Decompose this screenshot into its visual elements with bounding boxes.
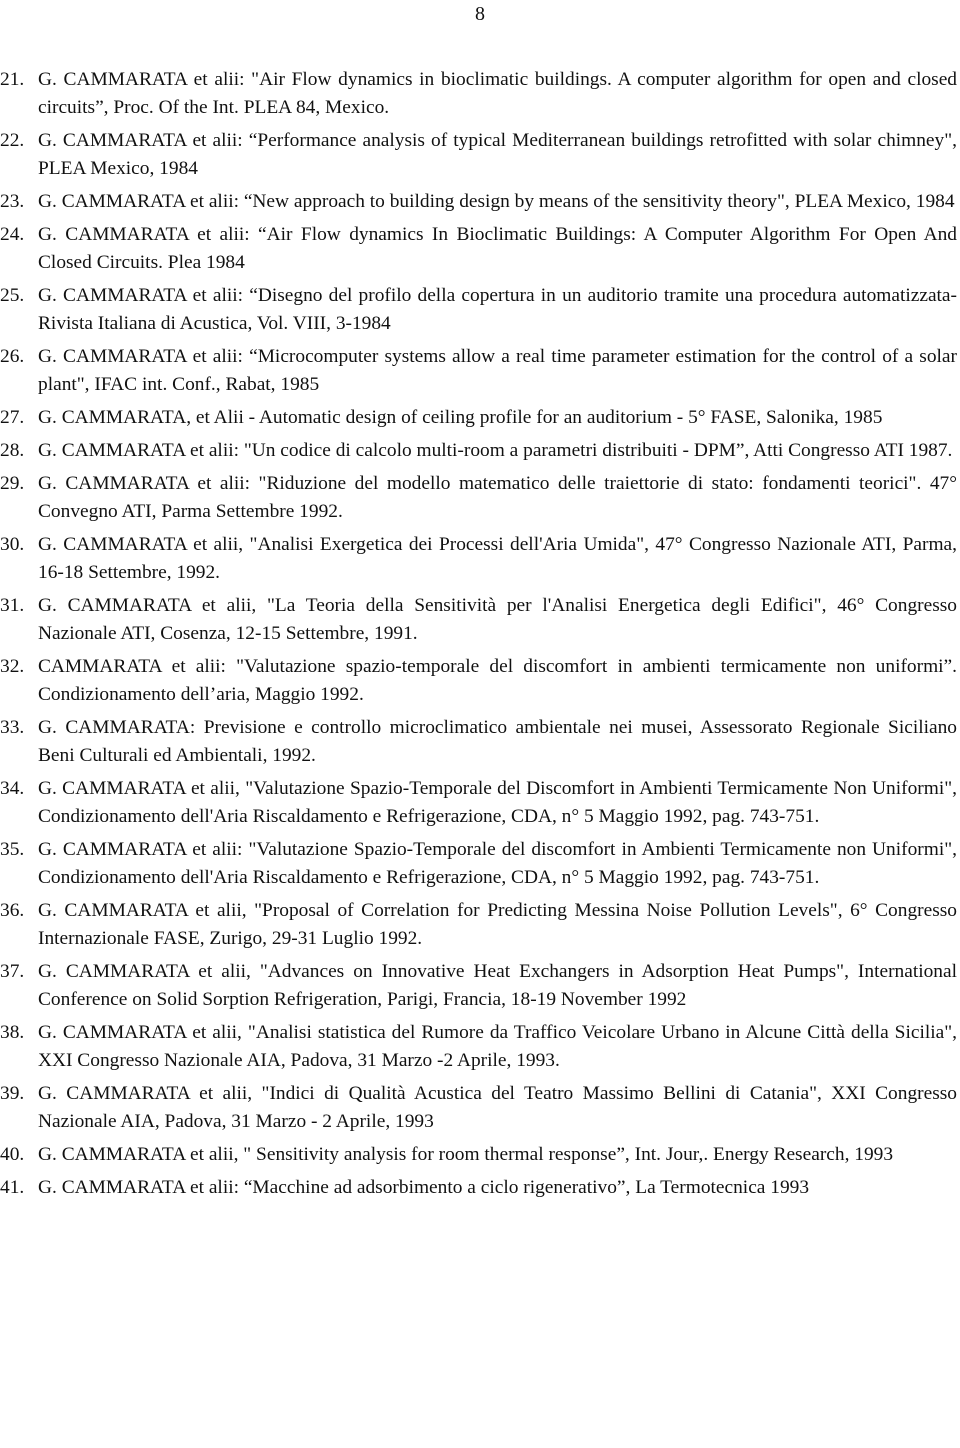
reference-number: 39. bbox=[0, 1083, 25, 1104]
reference-number: 22. bbox=[0, 130, 25, 151]
reference-text: G. CAMMARATA et alii, "Analisi statistica del Rumore da Traffico Veicolare Urbano in Alcune Città della Sicilia", XXI Congresso Nazionale AIA, Padova, 31 Marzo -2 Aprile, 1993. bbox=[38, 1022, 957, 1071]
reference-item bbox=[0, 1080, 960, 1136]
reference-text: G. CAMMARATA et alii, " Sensitivity analysis for room thermal response”, Int. Jour,. Energy Research, 1993 bbox=[38, 1144, 894, 1165]
reference-item bbox=[0, 188, 960, 216]
reference-number: 32. bbox=[0, 656, 25, 677]
reference-text: G. CAMMARATA et alii, "Valutazione Spazio-Temporale del Discomfort in Ambienti Termicamente Non Uniformi", Condizionamento dell'Aria Riscaldamento e Refrigerazione, CDA, n° 5 Maggio 1992, pag. 743-751. bbox=[38, 778, 957, 827]
reference-number: 38. bbox=[0, 1022, 25, 1043]
reference-number: 26. bbox=[0, 346, 25, 367]
reference-number: 37. bbox=[0, 961, 25, 982]
reference-number: 27. bbox=[0, 407, 25, 428]
reference-item bbox=[0, 1174, 960, 1202]
reference-text: G. CAMMARATA et alii: "Un codice di calcolo multi-room a parametri distribuiti - DPM”, Atti Congresso ATI 1987. bbox=[38, 440, 953, 461]
reference-item bbox=[0, 775, 960, 831]
reference-text: G. CAMMARATA et alii, "Indici di Qualità Acustica del Teatro Massimo Bellini di Catania", XXI Congresso Nazionale AIA, Padova, 31 Marzo - 2 Aprile, 1993 bbox=[38, 1083, 957, 1132]
reference-item bbox=[0, 958, 960, 1014]
reference-text: G. CAMMARATA: Previsione e controllo microclimatico ambientale nei musei, Assessorato Regionale Siciliano Beni Culturali ed Ambientali, 1992. bbox=[38, 717, 957, 766]
reference-number: 23. bbox=[0, 191, 25, 212]
reference-item bbox=[0, 343, 960, 399]
reference-number: 25. bbox=[0, 285, 25, 306]
reference-number: 28. bbox=[0, 440, 25, 461]
reference-item bbox=[0, 470, 960, 526]
reference-item bbox=[0, 66, 960, 122]
reference-number: 29. bbox=[0, 473, 25, 494]
reference-number: 36. bbox=[0, 900, 25, 921]
reference-number: 35. bbox=[0, 839, 25, 860]
reference-number: 33. bbox=[0, 717, 25, 738]
reference-item bbox=[0, 531, 960, 587]
reference-text: CAMMARATA et alii: "Valutazione spazio-temporale del discomfort in ambienti termicamente non uniformi”. Condizionamento dell’aria, Maggio 1992. bbox=[38, 656, 957, 705]
reference-text: G. CAMMARATA, et Alii - Automatic design of ceiling profile for an auditorium - 5° FASE, Salonika, 1985 bbox=[38, 407, 883, 428]
reference-item bbox=[0, 897, 960, 953]
reference-item bbox=[0, 282, 960, 338]
reference-item bbox=[0, 836, 960, 892]
reference-number: 21. bbox=[0, 69, 25, 90]
reference-item bbox=[0, 437, 960, 465]
reference-number: 30. bbox=[0, 534, 25, 555]
reference-number: 41. bbox=[0, 1177, 25, 1198]
page-number: 8 bbox=[475, 3, 485, 25]
reference-item bbox=[0, 404, 960, 432]
reference-text: G. CAMMARATA et alii: "Valutazione Spazio-Temporale del discomfort in Ambienti Termicamente non Uniformi", Condizionamento dell'Aria Riscaldamento e Refrigerazione, CDA, n° 5 Maggio 1992, pag. 743-751. bbox=[38, 839, 957, 888]
reference-text: G. CAMMARATA et alii, "Analisi Exergetica dei Processi dell'Aria Umida", 47° Congresso Nazionale ATI, Parma, 16-18 Settembre, 1992. bbox=[38, 534, 957, 583]
reference-item bbox=[0, 1141, 960, 1169]
reference-text: G. CAMMARATA et alii: "Air Flow dynamics in bioclimatic buildings. A computer algorithm for open and closed circuits”, Proc. Of the Int. PLEA 84, Mexico. bbox=[38, 69, 957, 118]
reference-text: G. CAMMARATA et alii, "La Teoria della Sensitività per l'Analisi Energetica degli Edifici", 46° Congresso Nazionale ATI, Cosenza, 12-15 Settembre, 1991. bbox=[38, 595, 957, 644]
reference-item bbox=[0, 653, 960, 709]
reference-text: G. CAMMARATA et alii: “Microcomputer systems allow a real time parameter estimation for the control of a solar plant", IFAC int. Conf., Rabat, 1985 bbox=[38, 346, 957, 395]
reference-text: G. CAMMARATA et alii, "Proposal of Correlation for Predicting Messina Noise Pollution Levels", 6° Congresso Internazionale FASE, Zurigo, 29-31 Luglio 1992. bbox=[38, 900, 957, 949]
reference-number: 31. bbox=[0, 595, 25, 616]
reference-number: 24. bbox=[0, 224, 25, 245]
reference-text: G. CAMMARATA et alii: “Disegno del profilo della copertura in un auditorio tramite una procedura automatizzata- Rivista Italiana di Acustica, Vol. VIII, 3-1984 bbox=[38, 285, 957, 334]
reference-number: 34. bbox=[0, 778, 25, 799]
reference-item bbox=[0, 221, 960, 277]
reference-text: G. CAMMARATA et alii, "Advances on Innovative Heat Exchangers in Adsorption Heat Pumps", International Conference on Solid Sorption Refrigeration, Parigi, Francia, 18-19 November 1992 bbox=[38, 961, 957, 1010]
reference-item bbox=[0, 127, 960, 183]
reference-item bbox=[0, 592, 960, 648]
reference-text: G. CAMMARATA et alii: “Macchine ad adsorbimento a ciclo rigenerativo”, La Termotecnica 1993 bbox=[38, 1177, 810, 1198]
reference-item bbox=[0, 714, 960, 770]
reference-text: G. CAMMARATA et alii: “Air Flow dynamics In Bioclimatic Buildings: A Computer Algorithm For Open And Closed Circuits. Plea 1984 bbox=[38, 224, 957, 273]
reference-list bbox=[0, 66, 960, 1207]
reference-number: 40. bbox=[0, 1144, 25, 1165]
reference-text: G. CAMMARATA et alii: “Performance analysis of typical Mediterranean buildings retrofitted with solar chimney", PLEA Mexico, 1984 bbox=[38, 130, 957, 179]
reference-text: G. CAMMARATA et alii: "Riduzione del modello matematico delle traiettorie di stato: fondamenti teorici". 47° Convegno ATI, Parma Settembre 1992. bbox=[38, 473, 957, 522]
reference-text: G. CAMMARATA et alii: “New approach to building design by means of the sensitivity theory", PLEA Mexico, 1984 bbox=[38, 191, 955, 212]
reference-item bbox=[0, 1019, 960, 1075]
